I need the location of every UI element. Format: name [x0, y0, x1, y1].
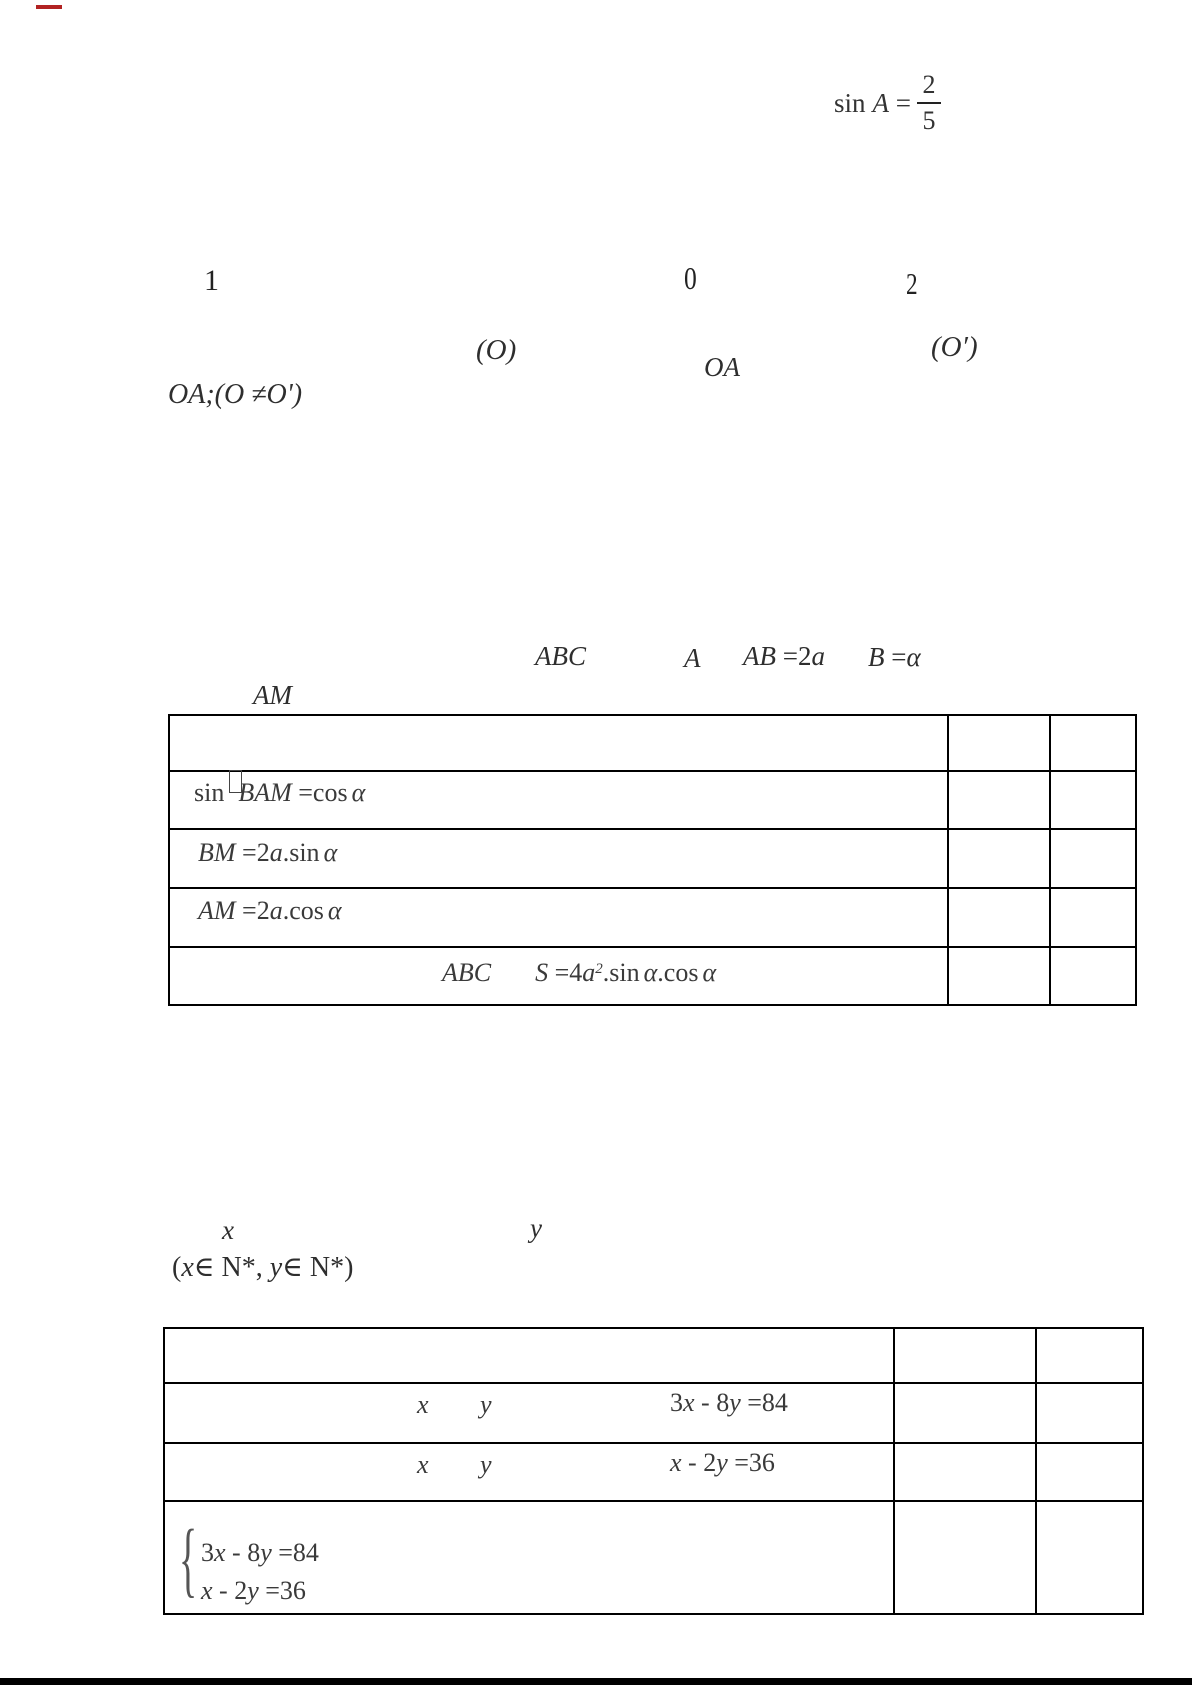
equals-sign: =	[889, 87, 911, 118]
claim4-fn1: .sin	[602, 958, 640, 987]
claim-area	[169, 947, 948, 1005]
am-label: AM	[253, 680, 292, 710]
system-brace: {	[179, 1513, 198, 1606]
sin-function: sin	[834, 87, 866, 118]
system-answer-cell-2	[1036, 1501, 1143, 1614]
claim2-alpha: α	[323, 838, 338, 867]
cond2-v1: x	[670, 1448, 682, 1477]
problem2-y: y	[530, 1213, 542, 1243]
cond1-answer-cell-2	[1036, 1383, 1143, 1443]
claim1-angle: BAM	[238, 778, 292, 807]
conditions-header-statement	[164, 1328, 894, 1383]
claim4-answer-cell-2	[1050, 947, 1136, 1005]
bottom-page-divider	[0, 1678, 1192, 1685]
system-eq2	[201, 1576, 306, 1606]
claim3-lhs: AM	[198, 896, 236, 925]
condition-3x-8y	[164, 1383, 894, 1443]
claim-am	[169, 888, 948, 947]
claim4-alpha1: α	[643, 958, 658, 987]
segment-oa-label: OA	[704, 352, 740, 382]
cond2-equation	[670, 1448, 775, 1478]
claims-header-col3	[1050, 715, 1136, 771]
ab-var: a	[811, 641, 825, 671]
claim2-lhs: BM	[198, 838, 236, 867]
ab-equation	[743, 641, 825, 672]
b-var: α	[906, 642, 921, 672]
claim1-answer-cell-1	[948, 771, 1050, 829]
claim2-fn: .sin	[282, 838, 320, 867]
system-of-equations	[164, 1501, 894, 1614]
domain-y: y	[269, 1252, 283, 1283]
fraction-bar	[917, 102, 941, 104]
variable-A: A	[872, 87, 890, 118]
claim1-alpha: α	[351, 778, 366, 807]
claim2-var: a	[269, 838, 283, 867]
sys-e1-op: - 8	[225, 1538, 261, 1567]
missing-glyph-box	[229, 770, 242, 793]
sys-e1-rhs: =84	[271, 1538, 319, 1567]
sys-e1-v1: x	[214, 1538, 226, 1567]
claim2-answer-cell-2	[1050, 829, 1136, 888]
cond1-x: x	[417, 1390, 429, 1419]
cond2-answer-cell-1	[894, 1443, 1036, 1501]
cond2-v2: y	[716, 1448, 728, 1477]
claim2-answer-cell-1	[948, 829, 1050, 888]
sys-e2-rhs: =36	[258, 1576, 306, 1605]
domain-constraint	[172, 1250, 353, 1284]
digit-zero: 0	[684, 260, 697, 296]
claims-header-col2	[948, 715, 1050, 771]
claim3-fn: .cos	[282, 896, 324, 925]
problem2-x: x	[222, 1215, 234, 1245]
cond1-coef: 3	[670, 1388, 683, 1417]
sys-e2-v1: x	[201, 1576, 213, 1605]
domain-close: ∈ N*)	[282, 1252, 354, 1283]
cond1-v1: x	[683, 1388, 695, 1417]
triangle-name: ABC	[535, 641, 586, 671]
claim4-fn2: .cos	[657, 958, 699, 987]
domain-open-paren: (	[172, 1252, 182, 1283]
claim4-answer-cell-1	[948, 947, 1050, 1005]
b-rhs: =	[884, 642, 907, 672]
claims-table	[168, 714, 1137, 1006]
system-eq1	[201, 1538, 319, 1568]
b-lhs: B	[868, 642, 885, 672]
conditions-header-col3	[1036, 1328, 1143, 1383]
claim1-rhs: =cos	[291, 778, 348, 807]
ab-lhs: AB	[743, 641, 776, 671]
vertex-a: A	[684, 643, 701, 673]
cond1-answer-cell-1	[894, 1383, 1036, 1443]
oa-condition: OA;(O ≠O')	[168, 379, 303, 410]
sin-fraction-formula	[834, 70, 941, 136]
circle-o-prime-label: (O′)	[931, 331, 978, 363]
digit-two: 2	[906, 266, 918, 301]
fraction-numerator: 2	[922, 70, 936, 99]
claim-bm	[169, 829, 948, 888]
red-pen-mark	[36, 5, 62, 9]
cond1-y: y	[480, 1390, 492, 1419]
fraction-denominator: 5	[922, 106, 936, 135]
fraction-two-fifths	[917, 70, 941, 136]
system-answer-cell-1	[894, 1501, 1036, 1614]
claim3-rhs: =2	[235, 896, 270, 925]
claim1-sin: sin	[194, 778, 225, 807]
claim4-triangle: ABC	[442, 958, 492, 987]
claims-header-statement	[169, 715, 948, 771]
cond2-answer-cell-2	[1036, 1443, 1143, 1501]
sys-e1-coef: 3	[201, 1538, 214, 1567]
claim3-answer-cell-2	[1050, 888, 1136, 947]
claim4-lhs: S	[535, 958, 549, 987]
domain-x: x	[181, 1252, 194, 1283]
claim4-rhs: =4	[548, 958, 583, 987]
sys-e2-v2: y	[247, 1576, 259, 1605]
claim4-exponent: 2	[595, 961, 603, 977]
cond1-v2: y	[729, 1388, 741, 1417]
digit-one: 1	[204, 264, 219, 297]
claim-sin-bam	[169, 771, 948, 829]
ab-rhs: =2	[776, 641, 812, 671]
claim4-alpha2: α	[702, 958, 717, 987]
cond1-equation	[670, 1388, 788, 1418]
sys-e2-op: - 2	[212, 1576, 248, 1605]
cond2-op: - 2	[681, 1448, 717, 1477]
claim3-answer-cell-1	[948, 888, 1050, 947]
claim3-var: a	[269, 896, 283, 925]
claim4-var: a	[582, 958, 596, 987]
claim2-rhs: =2	[235, 838, 270, 867]
cond2-rhs: =36	[727, 1448, 775, 1477]
cond1-op: - 8	[694, 1388, 730, 1417]
cond1-rhs: =84	[740, 1388, 788, 1417]
condition-x-2y	[164, 1443, 894, 1501]
cond2-x: x	[417, 1450, 429, 1479]
sys-e1-v2: y	[260, 1538, 272, 1567]
conditions-table	[163, 1327, 1144, 1615]
claim1-answer-cell-2	[1050, 771, 1136, 829]
cond2-y: y	[480, 1450, 492, 1479]
circle-o-label: (O)	[476, 334, 517, 366]
claim3-alpha: α	[327, 896, 342, 925]
domain-mid: ∈ N*,	[193, 1252, 270, 1283]
b-angle-equation	[868, 642, 921, 673]
conditions-header-col2	[894, 1328, 1036, 1383]
